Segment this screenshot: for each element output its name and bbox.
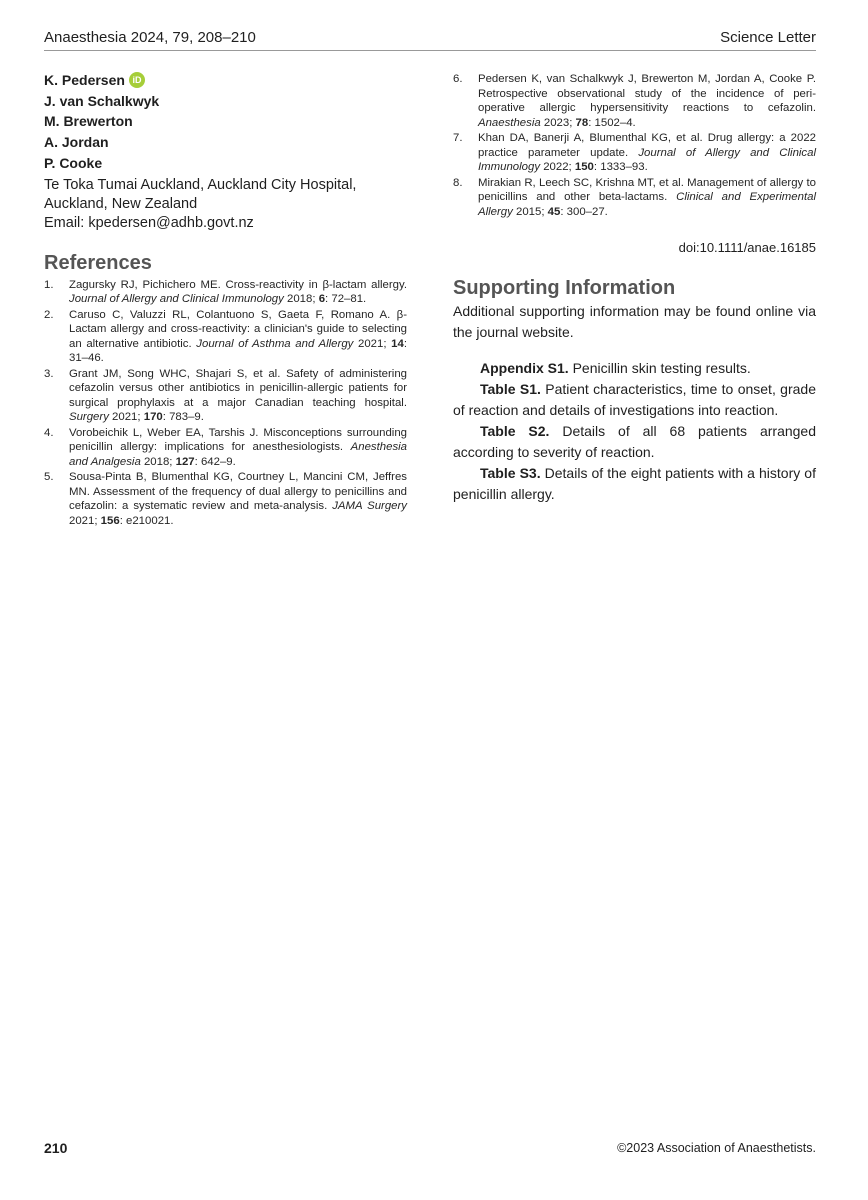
page-number: 210	[44, 1140, 68, 1156]
reference-text: Caruso C, Valuzzi RL, Colantuono S, Gaeta F, Romano A. β-Lactam allergy and cross-reactivity: a clinician's guide to selecting an alternative antibiotic.	[69, 308, 407, 350]
reference-volume: 6	[318, 293, 326, 306]
header-divider	[44, 50, 816, 51]
supporting-item-text: Patient characteristics, time to onset, grade of reaction and details of investigations into reaction.	[453, 381, 816, 418]
supporting-item	[453, 379, 816, 421]
reference-text: Zagursky RJ, Pichichero ME. Cross-reactivity in β-lactam allergy.	[69, 278, 407, 291]
reference-year: 2021;	[69, 514, 101, 527]
reference-item	[44, 470, 407, 528]
author-name: A. Jordan	[44, 134, 109, 151]
reference-volume: 170	[143, 411, 163, 424]
reference-journal: Journal of Allergy and Clinical Immunology	[478, 146, 816, 173]
affiliation-line: Te Toka Tumai Auckland, Auckland City Hospital,	[44, 176, 357, 193]
affiliation-line: Auckland, New Zealand	[44, 195, 198, 212]
supporting-item	[453, 463, 816, 505]
reference-pages: : e210021.	[119, 514, 174, 527]
supporting-item-text: Details of the eight patients with a history of penicillin allergy.	[453, 465, 816, 502]
reference-number: 1.	[44, 278, 54, 291]
reference-pages: : 1502–4.	[588, 116, 636, 129]
reference-item	[453, 176, 816, 220]
reference-pages: : 642–9.	[194, 455, 236, 468]
reference-pages: : 1333–93.	[593, 161, 648, 173]
journal-citation: Anaesthesia 2024, 79, 208–210	[44, 29, 256, 46]
reference-number: 3.	[44, 367, 54, 380]
author-name: M. Brewerton	[44, 113, 133, 130]
email-link[interactable]: Email: kpedersen@adhb.govt.nz	[44, 214, 254, 231]
supporting-info-intro: Additional supporting information may be found online via the journal website.	[453, 303, 816, 340]
right-column	[453, 72, 816, 505]
reference-year: 2021;	[108, 411, 144, 424]
reference-item	[44, 308, 407, 366]
reference-list	[453, 72, 816, 219]
reference-journal: Clinical and Experimental Allergy	[478, 191, 816, 218]
reference-journal: JAMA Surgery	[332, 500, 407, 513]
reference-journal: Journal of Allergy and Clinical Immunology	[69, 293, 284, 306]
reference-volume: 156	[100, 514, 120, 527]
reference-pages: : 300–27.	[560, 205, 608, 218]
reference-text: Sousa-Pinta B, Blumenthal KG, Courtney L, Mancini CM, Jeffres MN. Assessment of the frequency of dual allergy to penicillins and cefazolin: a systematic review and meta-analysis.	[69, 471, 407, 513]
reference-item	[453, 72, 816, 130]
supporting-info-heading: Supporting Information	[453, 277, 676, 299]
supporting-item	[453, 421, 816, 463]
reference-list	[44, 278, 407, 529]
supporting-item-text: Penicillin skin testing results.	[568, 360, 751, 376]
article-type: Science Letter	[720, 29, 816, 46]
reference-item	[44, 278, 407, 307]
author-name: P. Cooke	[44, 154, 103, 171]
reference-year: 2022;	[540, 161, 575, 173]
reference-journal: Anesthesia and Analgesia	[69, 441, 407, 468]
reference-journal: Surgery	[69, 411, 109, 424]
supporting-item-text: Details of all 68 patients arranged according to severity of reaction.	[453, 423, 816, 460]
reference-journal: Journal of Asthma and Allergy	[196, 337, 354, 350]
author-name	[44, 70, 407, 91]
reference-year: 2021;	[353, 337, 392, 350]
supporting-item	[453, 358, 816, 379]
reference-text: Vorobeichik L, Weber EA, Tarshis J. Misconceptions surrounding penicillin allergy: implications for anesthesiologists.	[69, 426, 407, 454]
reference-volume: 45	[547, 205, 561, 218]
reference-pages: : 31–46.	[69, 337, 407, 365]
reference-text: Mirakian R, Leech SC, Krishna MT, et al. Management of allergy to penicillins and other beta-lactams.	[478, 176, 816, 203]
reference-journal: Anaesthesia	[478, 116, 541, 129]
reference-number: 8.	[453, 176, 463, 189]
orcid-icon[interactable]: iD	[129, 72, 145, 88]
reference-volume: 127	[175, 455, 195, 468]
author-label: K. Pedersen	[44, 72, 125, 88]
reference-year: 2015;	[512, 205, 548, 218]
supporting-item-label[interactable]: Table S1.	[480, 381, 541, 397]
reference-item	[44, 426, 407, 470]
reference-number: 5.	[44, 471, 54, 484]
supporting-item-label[interactable]: Table S3.	[480, 465, 541, 481]
reference-pages: : 72–81.	[325, 293, 367, 306]
reference-text: Khan DA, Banerji A, Blumenthal KG, et al. Drug allergy: a 2022 practice parameter update.	[478, 132, 816, 159]
affiliation	[44, 176, 407, 233]
supporting-item-label[interactable]: Appendix S1.	[480, 360, 569, 376]
reference-number: 2.	[44, 308, 54, 321]
copyright-notice: ©2023 Association of Anaesthetists.	[617, 1141, 816, 1155]
reference-year: 2018;	[140, 455, 176, 468]
reference-year: 2023;	[540, 116, 576, 129]
supporting-item-label[interactable]: Table S2.	[480, 423, 550, 439]
reference-year: 2018;	[283, 293, 319, 306]
reference-number: 4.	[44, 426, 54, 439]
reference-volume: 150	[574, 161, 594, 173]
reference-pages: : 783–9.	[162, 411, 204, 424]
reference-item	[453, 131, 816, 175]
reference-volume: 14	[391, 337, 404, 350]
references-heading: References	[44, 251, 152, 274]
reference-text: Pedersen K, van Schalkwyk J, Brewerton M, Jordan A, Cooke P. Retrospective observational study of the incidence of peri-operative allergic hypersensitivity reactions to cefazolin.	[478, 73, 816, 114]
supporting-info-list	[453, 358, 816, 505]
left-column	[44, 70, 407, 529]
reference-item	[44, 367, 407, 425]
author-name: J. van Schalkwyk	[44, 92, 160, 109]
reference-number: 7.	[453, 132, 463, 144]
reference-volume: 78	[575, 116, 589, 129]
reference-number: 6.	[453, 73, 463, 85]
doi-link[interactable]: doi:10.1111/anae.16185	[678, 240, 816, 255]
reference-text: Grant JM, Song WHC, Shajari S, et al. Safety of administering cefazolin versus other antibiotics in penicillin-allergic patients for surgical prophylaxis at a major Canadian teaching hospital.	[69, 367, 407, 409]
